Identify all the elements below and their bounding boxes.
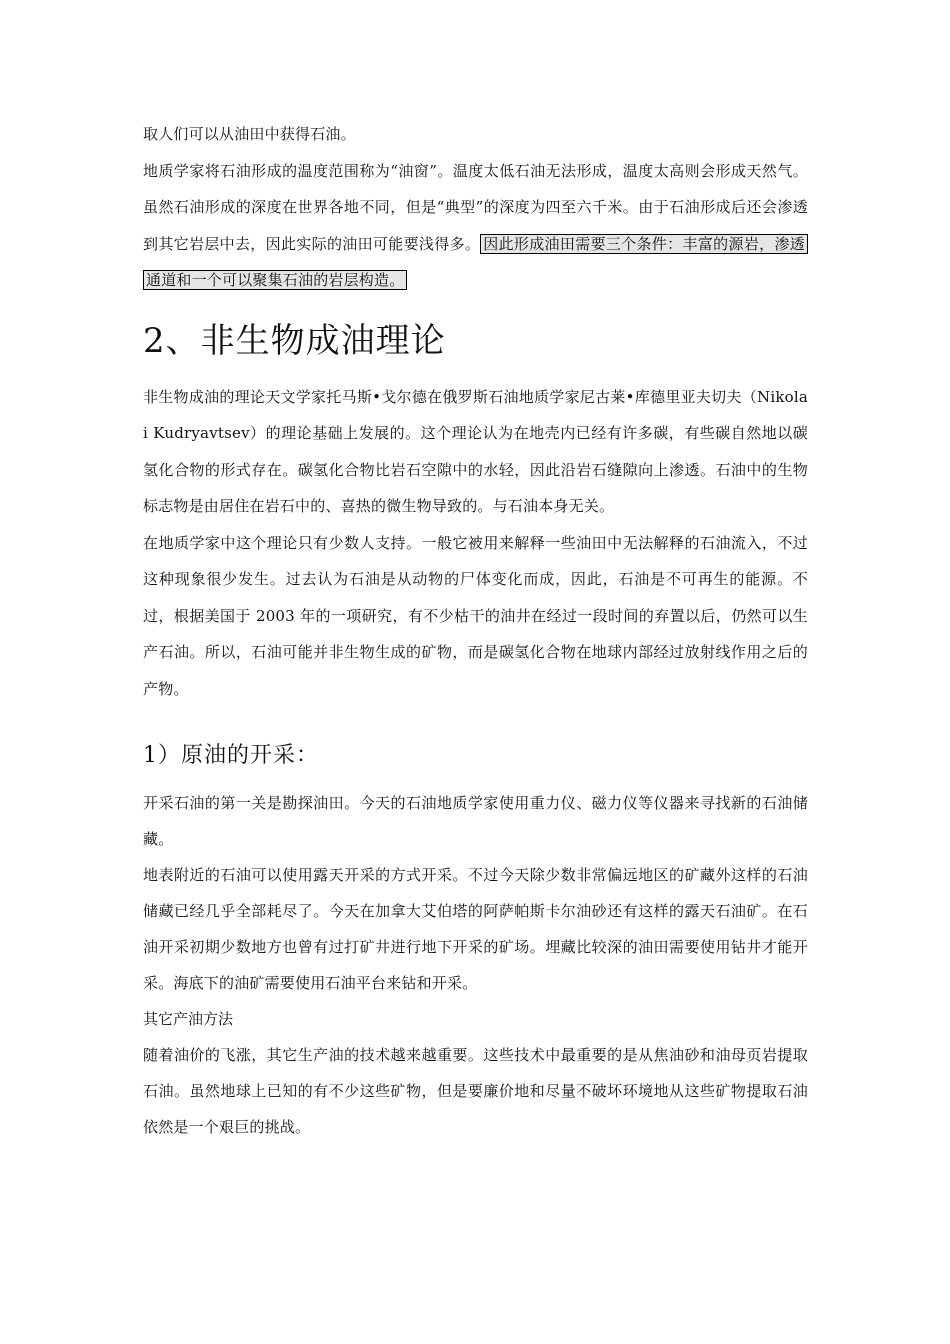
paragraph-oil-window [143, 153, 808, 299]
paragraph-other-methods: 随着油价的飞涨，其它生产油的技术越来越重要。这些技术中最重要的是从焦油砂和油母页岩提取石油。虽然地球上已知的有不少这些矿物，但是要廉价地和尽量不破坏环境地从这些矿物提取石油依然是一个艰巨的挑战。 [143, 1046, 808, 1136]
paragraph-theory-support: 在地质学家中这个理论只有少数人支持。一般它被用来解释一些油田中无法解释的石油流入，不过这种现象很少发生。过去认为石油是从动物的尸体变化而成，因此，石油是不可再生的能源。不过，根据美国于 2003 年的一项研究，有不少枯干的油井在经过一段时间的弃置以后，仍然可以生产石油。所以，石油可能并非生物生成的矿物，而是碳氢化合物在地球内部经过放射线作用之后的产物。 [143, 533, 808, 698]
highlighted-conditions: 因此形成油田需要三个条件：丰富的源岩，渗透通道和一个可以聚集石油的岩层构造。 [143, 234, 808, 291]
paragraph-continuation: 取人们可以从油田中获得石油。 [143, 125, 356, 143]
heading-crude-oil-extraction: 1）原油的开采： [143, 743, 319, 768]
paragraph-abiogenic-theory: 非生物成油的理论天文学家托马斯•戈尔德在俄罗斯石油地质学家尼古莱•库德里亚夫切夫（Nikolai Kudryavtsev）的理论基础上发展的。这个理论认为在地壳内已经有许多碳，有些碳自然地以碳氢化合物的形式存在。碳氢化合物比岩石空隙中的水轻，因此沿岩石缝隙向上渗透。石油中的生物标志物是由居住在岩石中的、喜热的微生物导致的。与石油本身无关。 [143, 387, 808, 515]
document-page [143, 116, 808, 1145]
label-other-methods: 其它产油方法 [143, 1010, 234, 1028]
heading-abiogenic-theory: 2、非生物成油理论 [143, 320, 446, 361]
paragraph-surface-mining: 地表附近的石油可以使用露天开采的方式开采。不过今天除少数非常偏远地区的矿藏外这样的石油储藏已经几乎全部耗尽了。今天在加拿大艾伯塔的阿萨帕斯卡尔油砂还有这样的露天石油矿。在石油开采初期少数地方也曾有过打矿井进行地下开采的矿场。埋藏比较深的油田需要使用钻井才能开采。海底下的油矿需要使用石油平台来钻和开采。 [143, 866, 808, 992]
oil-window-text: 地质学家将石油形成的温度范围称为“油窗”。温度太低石油无法形成，温度太高则会形成天然气。虽然石油形成的深度在世界各地不同，但是“典型”的深度为四至六千米。由于石油形成后还会渗透到其它岩层中去，因此实际的油田可能要浅得多。 [143, 161, 808, 253]
paragraph-exploration: 开采石油的第一关是勘探油田。今天的石油地质学家使用重力仪、磁力仪等仪器来寻找新的石油储藏。 [143, 794, 808, 848]
